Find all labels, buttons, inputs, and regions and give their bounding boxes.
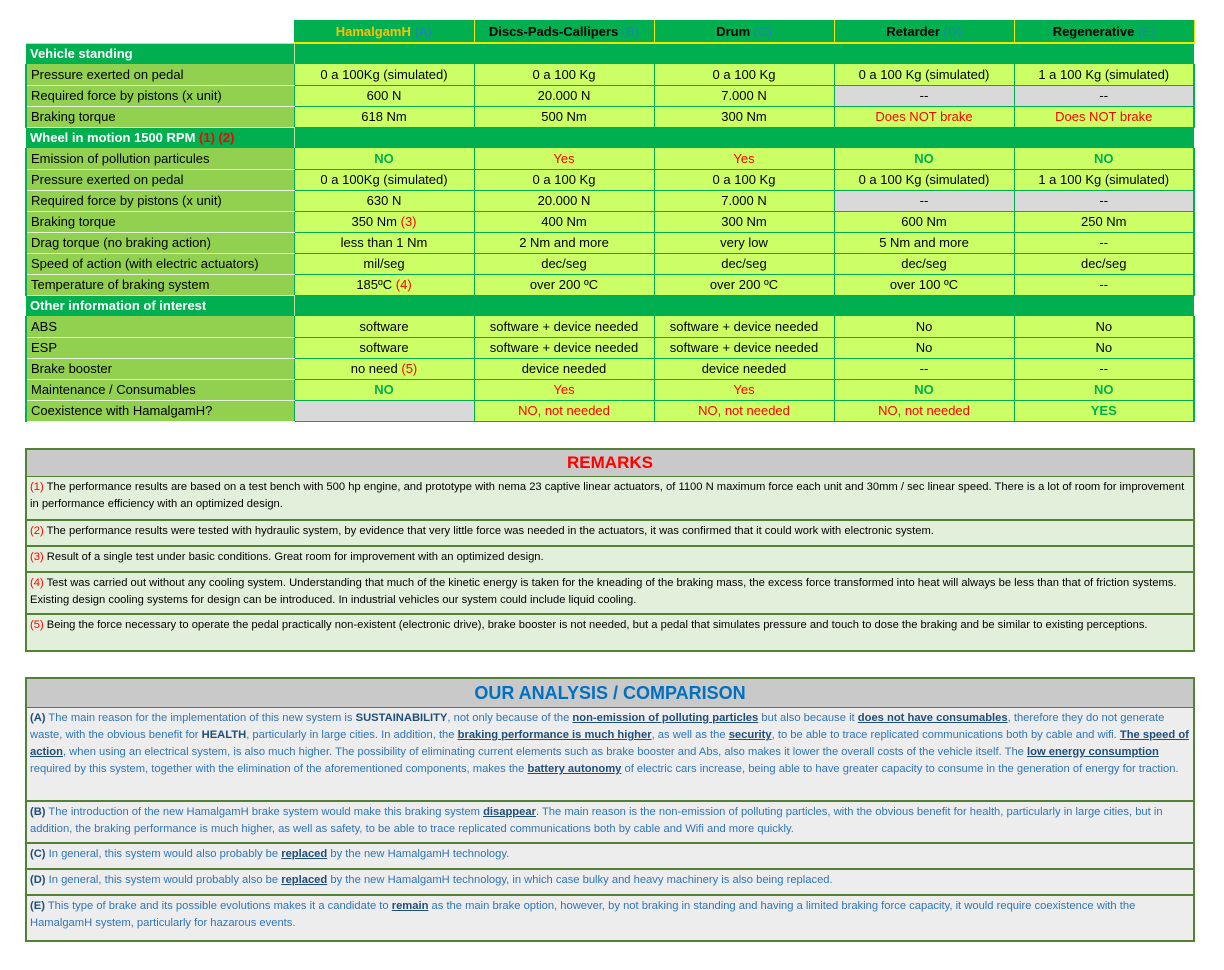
analysis-text: required by this system, together with the elimination of the aforementioned components, makes the [30,763,528,775]
cell-value: Yes [553,150,575,166]
section-title-text: Other information of interest [30,298,207,314]
cell-value: NO, not needed [878,403,970,418]
cell-value: 7.000 N [721,193,767,208]
analysis-text: by the new HamalgamH technology. [327,848,510,860]
remark-number: (3) [30,551,44,563]
cell-value: device needed [701,361,787,376]
analysis-text: by the new HamalgamH technology, in which case bulky and heavy machinery is also being replaced. [327,874,833,886]
section-empty-cell [294,127,1194,148]
analysis-panel [25,677,1195,942]
table-cell [834,232,1014,253]
table-cell [474,253,654,274]
analysis-text: . The main reason is the non-emission of polluting particles, with the obvious benefit for health, particularly in large cities, but in addition, the braking performance is much higher, as well as safety, to be able to trace replicated communications both by cable and Wifi and more quickly. [30,806,1163,835]
cell-value: No [1095,340,1113,355]
analysis-emphasis: (E) [30,900,45,912]
cell-value: software + device needed [489,318,639,334]
cell-value: dec/seg [1080,256,1127,271]
cell-value: software [359,340,409,355]
row-label: Temperature of braking system [26,274,294,295]
table-cell [294,274,474,295]
column-header [654,20,834,43]
row-label: Pressure exerted on pedal [26,169,294,190]
table-cell [294,379,474,400]
cell-value: 600 Nm [901,214,947,229]
cell-value: YES [1090,403,1117,418]
cell-value: dec/seg [541,256,587,271]
cell-value: NO [374,382,394,397]
table-row [26,400,1194,421]
remark-number: (5) [30,619,44,631]
table-cell [474,85,654,106]
analysis-underlined-emphasis: braking performance is much higher [457,729,652,741]
column-header-suffix: (D) [939,23,962,39]
cell-value: Yes [733,150,755,166]
cell-value: 20.000 N [537,193,591,208]
table-cell [474,190,654,211]
column-header-suffix: (C) [750,23,772,39]
analysis-text: The introduction of the new HamalgamH brake system would make this braking system [45,806,484,818]
remark-item [27,613,1193,655]
section-title [26,43,294,64]
remark-item [27,519,1193,545]
column-header [294,20,474,43]
cell-value: No [915,340,933,355]
analysis-text: as the main brake option, however, by not braking in standing and having a limited braking force capacity, it would require coexistence with the HamalgamH system, particularly for hazarous events. [30,900,1136,929]
table-cell [474,148,654,169]
section-note-refs: (1) (2) [199,130,235,146]
table-cell [654,358,834,379]
remark-item [27,545,1193,571]
table-cell [654,190,834,211]
analysis-emphasis: HEALTH [201,729,247,741]
remark-text: Result of a single test under basic conditions. Great room for improvement with an optimized design. [43,551,544,563]
table-cell [834,211,1014,232]
section-empty-cell [294,43,1194,64]
table-row [26,358,1194,379]
row-label: Maintenance / Consumables [26,379,294,400]
table-cell [474,379,654,400]
table-cell [294,190,474,211]
remark-text: Being the force necessary to operate the pedal practically non-existent (electronic drive), brake booster is not needed, but a pedal that simulates pressure and touch to dose the braking and be similar to existing perceptions. [43,619,1148,631]
row-label: Pressure exerted on pedal [26,64,294,85]
column-header-name: Discs-Pads-Callipers [488,23,619,39]
cell-value: 300 Nm [721,214,767,229]
cell-value: 1 a 100 Kg (simulated) [1038,172,1170,187]
cell-value: NO, not needed [518,403,610,418]
cell-value: dec/seg [901,256,947,271]
analysis-underlined-emphasis: battery autonomy [527,763,622,775]
table-cell [654,316,834,337]
table-header-row [26,20,1194,43]
cell-value: 600 N [366,88,402,103]
table-cell [834,106,1014,127]
analysis-emphasis: (D) [30,874,46,886]
cell-value: NO [914,382,934,397]
analysis-underlined-emphasis: security [728,729,772,741]
cell-value: software + device needed [669,318,819,334]
cell-value: device needed [521,361,607,376]
table-cell [474,274,654,295]
cell-value: over 100 ºC [889,277,959,292]
header-blank-cell [26,20,294,43]
table-cell [654,337,834,358]
table-cell [834,253,1014,274]
cell-value: 0 a 100 Kg [712,66,776,82]
table-cell [654,274,834,295]
table-cell [1014,358,1194,379]
cell-value: 1 a 100 Kg (simulated) [1038,66,1170,82]
cell-value: Does NOT brake [1055,109,1153,124]
table-cell [1014,64,1194,85]
cell-value: NO [1094,382,1114,397]
analysis-underlined-emphasis: non-emission of polluting particles [572,712,759,724]
table-cell [294,400,474,421]
column-header-suffix: (E) [1134,23,1156,39]
cell-value: 185ºC [356,277,393,292]
table-row [26,232,1194,253]
cell-value: 400 Nm [541,214,587,229]
table-cell [474,169,654,190]
column-header [1014,20,1194,43]
analysis-text: In general, this system would also probably be [45,848,282,860]
column-header-suffix: (A) [410,23,432,39]
table-cell [474,358,654,379]
table-cell [654,106,834,127]
table-row [26,148,1194,169]
table-cell [654,253,834,274]
row-label: Brake booster [26,358,294,379]
analysis-item [27,868,1193,894]
cell-value: NO [914,150,934,166]
cell-value: 0 a 100 Kg (simulated) [858,66,990,82]
cell-note-ref: (3) [400,214,417,229]
cell-value: 618 Nm [361,109,407,124]
remark-text: Test was carried out without any cooling system. Understanding that much of the kinetic energy is taken for the kneading of the braking mass, the excess force transformed into heat will always be less than that of friction systems. Existing design cooling systems for design can be introduced. In industrial vehicles our system could include liquid cooling. [30,577,1177,606]
column-header [834,20,1014,43]
cell-value: -- [1099,277,1109,292]
cell-note-ref: (5) [401,361,418,376]
analysis-underlined-emphasis: replaced [281,848,328,860]
analysis-text: , not only because of the [447,712,573,724]
table-cell [1014,190,1194,211]
cell-value: -- [1099,235,1109,250]
table-cell [654,379,834,400]
cell-value: very low [720,235,768,250]
cell-value: 0 a 100 Kg [532,172,596,187]
table-row [26,85,1194,106]
cell-value: 7.000 N [721,88,767,103]
cell-value: 0 a 100Kg (simulated) [320,172,448,187]
table-cell [1014,316,1194,337]
cell-value: -- [1099,361,1109,376]
row-label: ESP [26,337,294,358]
analysis-text: , to be able to trace replicated communications both by cable and wifi. [771,729,1120,741]
table-row [26,190,1194,211]
table-cell [294,106,474,127]
analysis-item [27,894,1193,935]
table-cell [834,358,1014,379]
section-row [26,295,1194,316]
analysis-title: OUR ANALYSIS / COMPARISON [27,679,1193,708]
table-cell [654,85,834,106]
table-cell [834,64,1014,85]
table-cell [654,64,834,85]
row-label: Braking torque [26,211,294,232]
analysis-underlined-emphasis: disappear [483,806,536,818]
analysis-underlined-emphasis: does not have consumables [857,712,1008,724]
table-cell [474,211,654,232]
analysis-underlined-emphasis: remain [391,900,429,912]
cell-value: -- [1099,88,1109,103]
section-title-text: Wheel in motion 1500 RPM [30,130,196,146]
row-label: Required force by pistons (x unit) [26,85,294,106]
column-header-name: Retarder [886,23,940,39]
table-cell [294,253,474,274]
table-cell [474,337,654,358]
table-cell [1014,379,1194,400]
analysis-text: , particularly in large cities. In addition, the [246,729,458,741]
table-cell [294,316,474,337]
cell-value: -- [919,361,929,376]
cell-value: No [1095,318,1113,334]
table-cell [654,211,834,232]
section-title [26,127,294,148]
analysis-text: of electric cars increase, being able to have greater capacity to consume in the generation of energy for traction. [621,763,1179,775]
cell-value: software + device needed [669,340,819,355]
table-row [26,316,1194,337]
analysis-text: In general, this system would probably also be [45,874,282,886]
table-cell [294,148,474,169]
table-cell [474,400,654,421]
analysis-item [27,842,1193,868]
table-cell [294,85,474,106]
analysis-item [27,800,1193,842]
cell-value: 20.000 N [537,88,591,103]
table-cell [1014,253,1194,274]
table-cell [1014,85,1194,106]
cell-value: 5 Nm and more [879,235,969,250]
section-title [26,295,294,316]
table-row [26,211,1194,232]
analysis-underlined-emphasis: replaced [281,874,328,886]
table-cell [834,169,1014,190]
cell-value: 500 Nm [541,109,587,124]
cell-value: No [915,318,933,334]
section-row [26,43,1194,64]
table-cell [1014,148,1194,169]
analysis-text: but also because it [758,712,858,724]
analysis-text: This type of brake and its possible evolutions makes it a candidate to [44,900,392,912]
column-header [474,20,654,43]
cell-value: Yes [733,382,755,397]
analysis-underlined-emphasis: The speed of action [30,729,1189,758]
cell-value: 2 Nm and more [519,235,609,250]
cell-value: -- [1099,193,1109,208]
cell-value: 350 Nm [351,214,397,229]
row-label: Coexistence with HamalgamH? [26,400,294,421]
table-cell [654,169,834,190]
table-cell [1014,274,1194,295]
analysis-text: , as well as the [651,729,729,741]
analysis-emphasis: (C) [30,848,46,860]
remarks-title: REMARKS [27,450,1193,477]
table-cell [1014,211,1194,232]
table-row [26,64,1194,85]
table-cell [474,64,654,85]
row-label: Speed of action (with electric actuators) [26,253,294,274]
cell-value: no need [350,361,398,376]
table-cell [294,337,474,358]
remark-text: The performance results are based on a test bench with 500 hp engine, and prototype with nema 23 captive linear actuators, of 1100 N maximum force each unit and 30mm / sec linear speed. There is a lot of room for improvement in performance efficiency with an optimized design. [30,481,1185,510]
table-cell [294,232,474,253]
cell-value: NO [374,150,394,166]
cell-value: Yes [553,382,575,397]
column-header-name: HamalgamH [335,23,411,39]
section-row [26,127,1194,148]
table-cell [834,379,1014,400]
cell-value: 250 Nm [1080,214,1127,229]
cell-value: less than 1 Nm [340,235,428,250]
cell-value: mil/seg [363,256,405,271]
cell-value: 0 a 100Kg (simulated) [320,66,448,82]
analysis-underlined-emphasis: low energy consumption [1027,746,1159,758]
table-cell [834,337,1014,358]
row-label: Emission of pollution particules [26,148,294,169]
remark-number: (4) [30,577,44,589]
row-label: Braking torque [26,106,294,127]
column-header-suffix: (B) [618,23,640,39]
table-row [26,253,1194,274]
section-title-text: Vehicle standing [30,46,133,62]
table-row [26,106,1194,127]
table-cell [294,64,474,85]
analysis-text: , therefore they do not generate waste, with the obvious benefit for [30,712,1165,741]
remark-number: (2) [30,525,44,537]
cell-value: -- [919,88,929,103]
comparison-table [25,20,1195,422]
analysis-text: , when using an electrical system, is also much higher. The possibility of eliminating current elements such as brake booster and Abs, also makes it lower the overall costs of the vehicle itself. The [62,746,1027,758]
table-row [26,169,1194,190]
table-cell [654,148,834,169]
column-header-name: Regenerative [1052,23,1135,39]
table-cell [474,316,654,337]
remark-text: The performance results were tested with hydraulic system, by evidence that very little force was needed in the actuators, it was confirmed that it could work with electronic system. [43,525,934,537]
table-cell [834,190,1014,211]
remark-number: (1) [30,481,44,493]
remarks-panel [25,448,1195,652]
analysis-emphasis: (B) [30,806,46,818]
row-label: ABS [26,316,294,337]
table-cell [474,106,654,127]
table-cell [1014,337,1194,358]
cell-value: 0 a 100 Kg [532,66,596,82]
cell-value: NO [1094,150,1114,166]
remark-item [27,477,1193,519]
cell-value: Does NOT brake [875,109,973,124]
column-header-name: Drum [716,23,751,39]
table-cell [834,274,1014,295]
cell-value: over 200 ºC [709,277,779,292]
row-label: Drag torque (no braking action) [26,232,294,253]
cell-value: software + device needed [489,340,639,355]
table-cell [1014,232,1194,253]
cell-value: 300 Nm [721,109,767,124]
row-label: Required force by pistons (x unit) [26,190,294,211]
table-cell [834,85,1014,106]
table-cell [1014,106,1194,127]
cell-value: 0 a 100 Kg [712,172,776,187]
table-cell [1014,400,1194,421]
table-cell [294,169,474,190]
analysis-emphasis: SUSTAINABILITY [355,712,448,724]
table-cell [654,400,834,421]
cell-note-ref: (4) [395,277,412,292]
table-cell [834,316,1014,337]
remark-item [27,571,1193,613]
table-cell [294,358,474,379]
cell-value: 630 N [366,193,402,208]
analysis-emphasis: (A) [30,712,46,724]
table-row [26,274,1194,295]
cell-value: software [359,318,409,334]
table-cell [1014,169,1194,190]
table-cell [654,232,834,253]
table-cell [834,400,1014,421]
cell-value: over 200 ºC [529,277,599,292]
section-empty-cell [294,295,1194,316]
analysis-text: The main reason for the implementation of this new system is [45,712,356,724]
table-cell [834,148,1014,169]
table-cell [294,211,474,232]
analysis-item [27,708,1193,800]
table-cell [474,232,654,253]
table-row [26,337,1194,358]
cell-value: 0 a 100 Kg (simulated) [858,172,990,187]
table-row [26,379,1194,400]
cell-value: NO, not needed [698,403,790,418]
cell-value: -- [919,193,929,208]
cell-value: dec/seg [721,256,767,271]
